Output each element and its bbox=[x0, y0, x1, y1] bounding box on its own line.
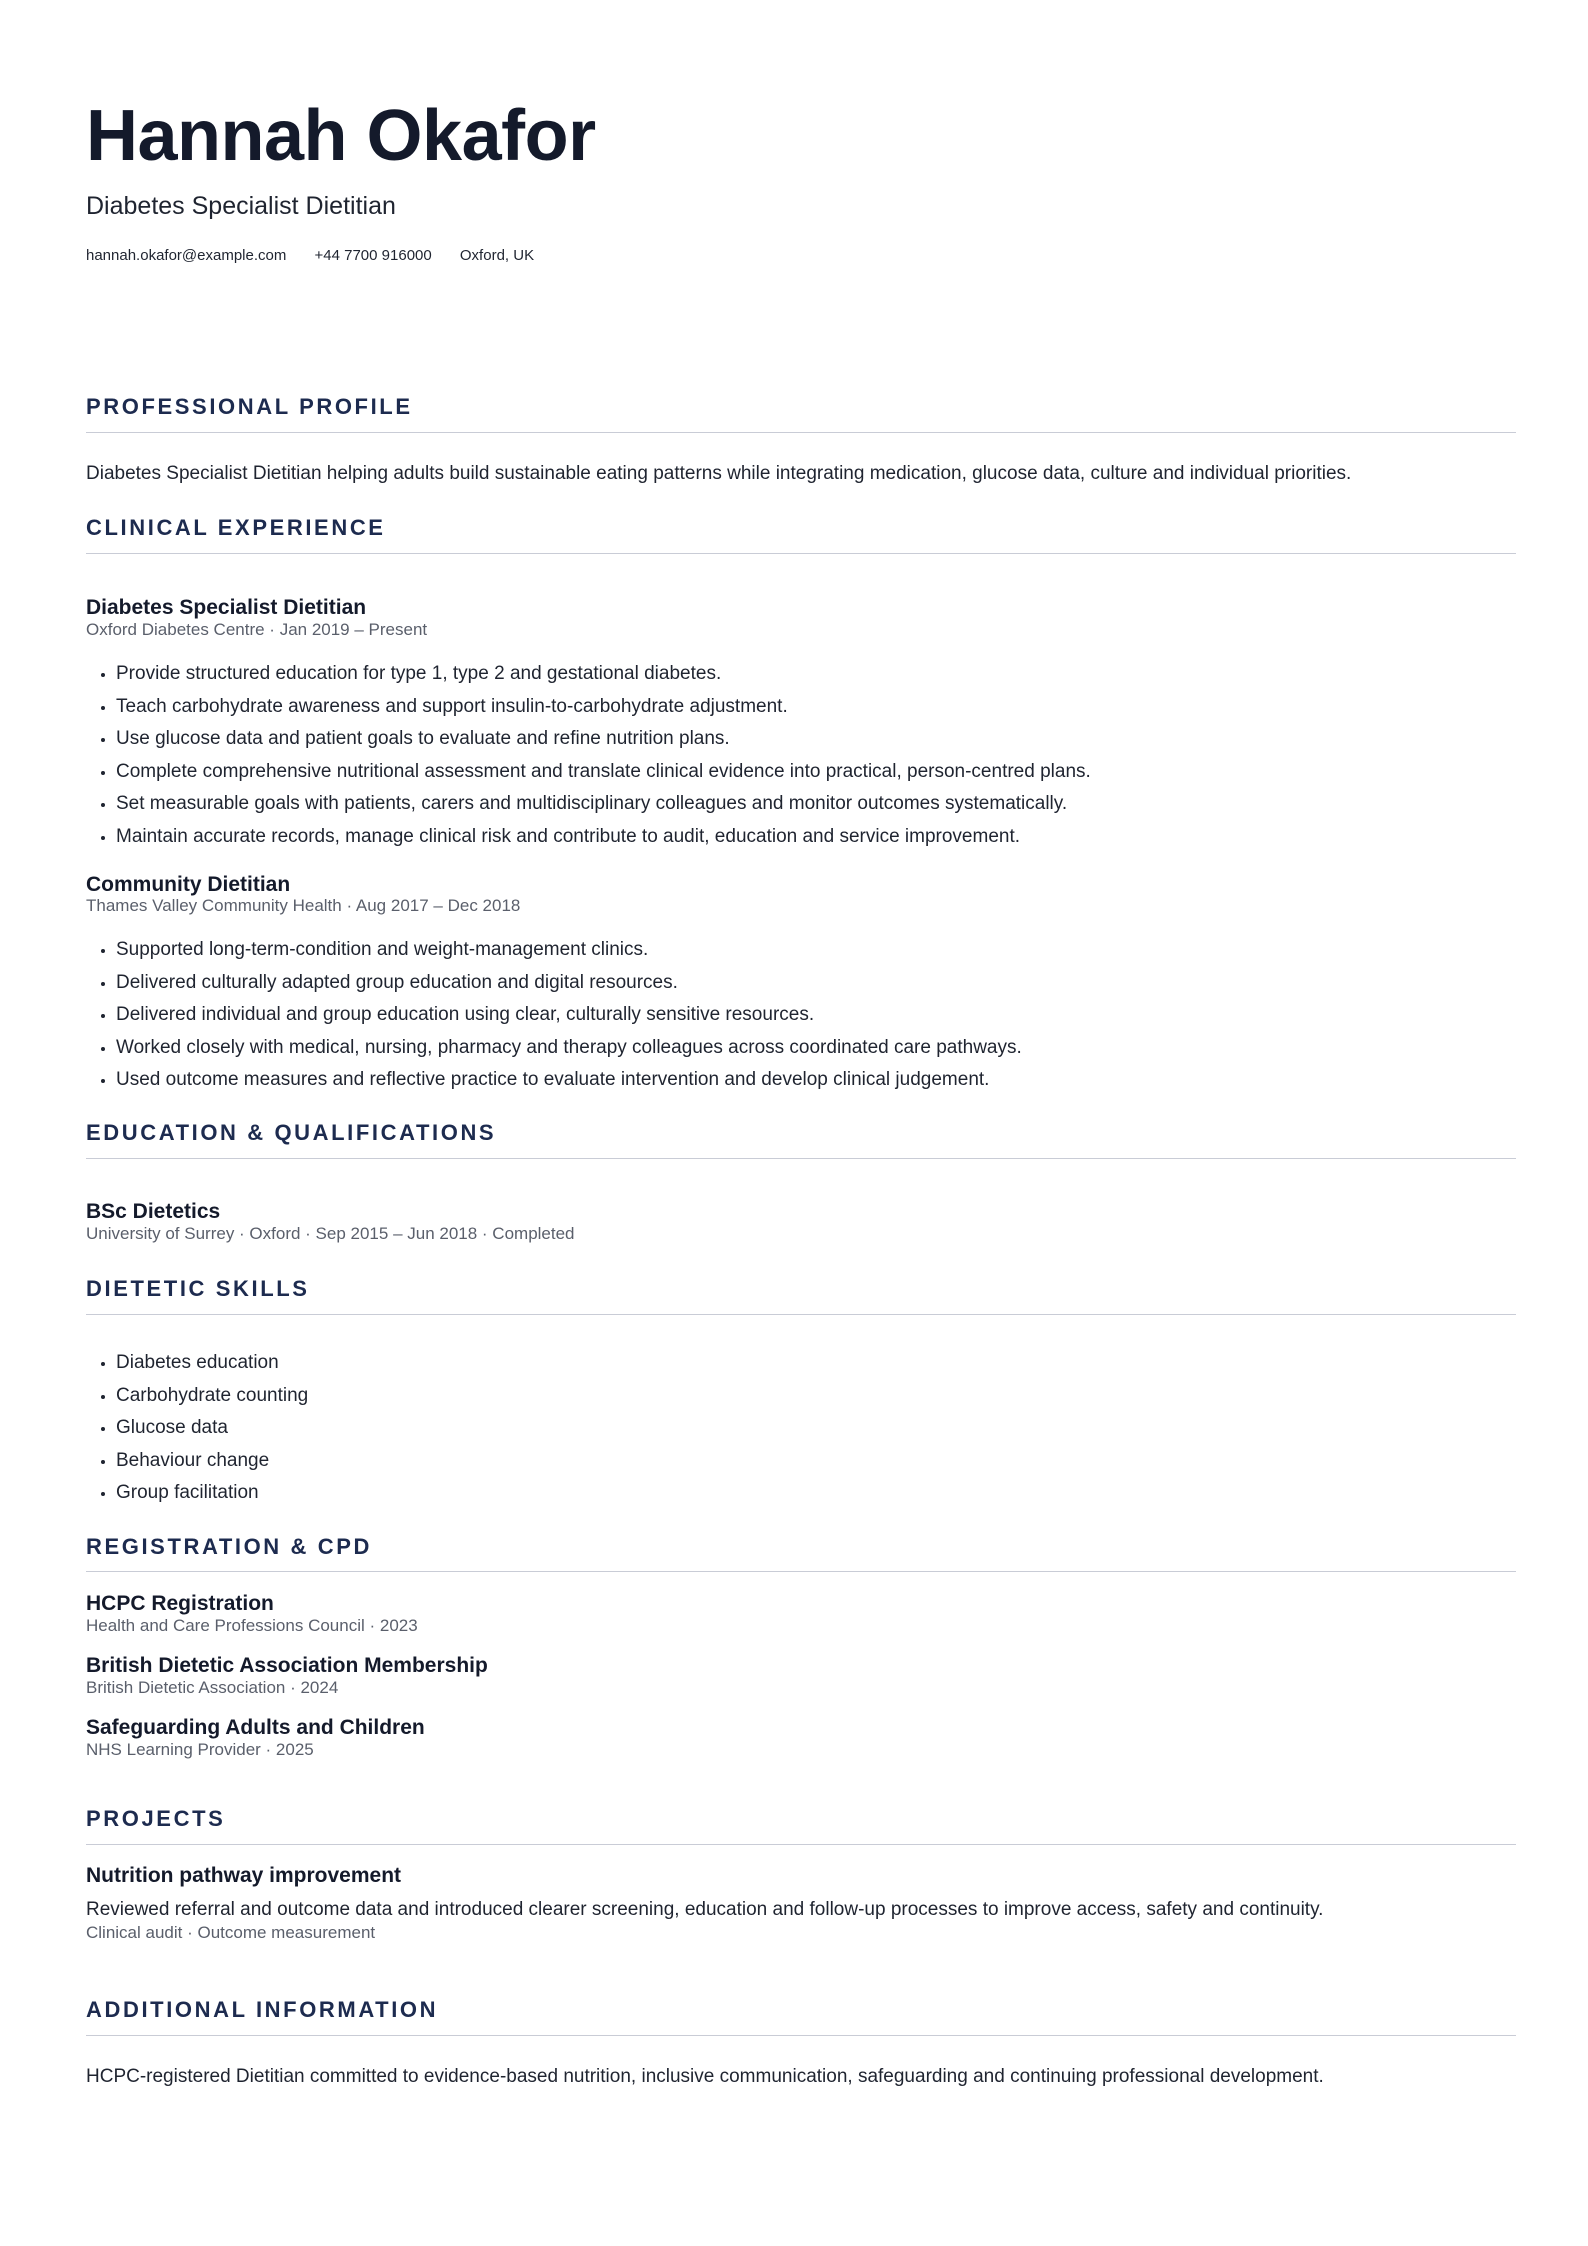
list-item: • Worked closely with medical, nursing, pharmacy and therapy colleagues across coordinated care pathways. bbox=[116, 1032, 1022, 1065]
skills-list bbox=[86, 1347, 308, 1510]
list-item: • Group facilitation bbox=[116, 1477, 308, 1510]
registration-meta: Health and Care Professions Council · 2023 bbox=[86, 1616, 418, 1635]
section-divider bbox=[86, 432, 1516, 433]
registration-title: British Dietetic Association Membership bbox=[86, 1654, 488, 1677]
project-title: Nutrition pathway improvement bbox=[86, 1864, 402, 1887]
contact-line bbox=[86, 246, 558, 266]
section-divider bbox=[86, 1571, 1516, 1572]
section-title-experience: CLINICAL EXPERIENCE bbox=[86, 515, 386, 540]
list-item: • Use glucose data and patient goals to evaluate and refine nutrition plans. bbox=[116, 723, 1091, 756]
candidate-role: Diabetes Specialist Dietitian bbox=[86, 192, 396, 220]
section-title-skills: DIETETIC SKILLS bbox=[86, 1276, 310, 1301]
project-description: Reviewed referral and outcome data and introduced clearer screening, education and follow-up processes to improve access, safety and continuity. bbox=[86, 1899, 1324, 1920]
job-bullets bbox=[86, 658, 1091, 853]
job-title: Community Dietitian bbox=[86, 873, 291, 896]
registration-title: HCPC Registration bbox=[86, 1592, 274, 1615]
registration-title: Safeguarding Adults and Children bbox=[86, 1716, 425, 1739]
list-item: • Set measurable goals with patients, carers and multidisciplinary colleagues and monitor outcomes systematically. bbox=[116, 788, 1091, 821]
section-title-additional: ADDITIONAL INFORMATION bbox=[86, 1997, 439, 2022]
list-item: • Carbohydrate counting bbox=[116, 1380, 308, 1413]
section-divider bbox=[86, 1844, 1516, 1845]
list-item: • Provide structured education for type 1, type 2 and gestational diabetes. bbox=[116, 658, 1091, 691]
section-divider bbox=[86, 553, 1516, 554]
section-divider bbox=[86, 1314, 1516, 1315]
list-item: • Diabetes education bbox=[116, 1347, 308, 1380]
section-title-projects: PROJECTS bbox=[86, 1806, 226, 1831]
job-title: Diabetes Specialist Dietitian bbox=[86, 596, 367, 619]
section-divider bbox=[86, 1158, 1516, 1159]
section-title-profile: PROFESSIONAL PROFILE bbox=[86, 394, 413, 419]
section-title-registration: REGISTRATION & CPD bbox=[86, 1534, 372, 1559]
degree-title: BSc Dietetics bbox=[86, 1200, 221, 1223]
section-title-education: EDUCATION & QUALIFICATIONS bbox=[86, 1120, 497, 1145]
registration-meta: British Dietetic Association · 2024 bbox=[86, 1678, 339, 1697]
candidate-name: Hannah Okafor bbox=[86, 96, 596, 176]
contact-phone[interactable]: +44 7700 916000 bbox=[314, 247, 432, 264]
profile-text: Diabetes Specialist Dietitian helping adults build sustainable eating patterns while integrating medication, glucose data, culture and individual priorities. bbox=[86, 463, 1352, 484]
list-item: • Used outcome measures and reflective practice to evaluate intervention and develop clinical judgement. bbox=[116, 1064, 1022, 1097]
list-item: • Teach carbohydrate awareness and support insulin-to-carbohydrate adjustment. bbox=[116, 691, 1091, 724]
job-bullets bbox=[86, 934, 1022, 1097]
project-tags: Clinical audit · Outcome measurement bbox=[86, 1923, 376, 1942]
job-meta: Oxford Diabetes Centre · Jan 2019 – Present bbox=[86, 620, 428, 639]
job-meta: Thames Valley Community Health · Aug 2017 – Dec 2018 bbox=[86, 896, 521, 915]
contact-email[interactable]: hannah.okafor@example.com bbox=[86, 247, 287, 264]
list-item: • Complete comprehensive nutritional assessment and translate clinical evidence into practical, person-centred plans. bbox=[116, 756, 1091, 789]
section-divider bbox=[86, 2035, 1516, 2036]
list-item: • Delivered culturally adapted group education and digital resources. bbox=[116, 967, 1022, 1000]
list-item: • Glucose data bbox=[116, 1412, 308, 1445]
list-item: • Supported long-term-condition and weight-management clinics. bbox=[116, 934, 1022, 967]
contact-location: Oxford, UK bbox=[459, 247, 535, 264]
additional-text: HCPC-registered Dietitian committed to evidence-based nutrition, inclusive communication, safeguarding and continuing professional development. bbox=[86, 2066, 1324, 2087]
list-item: • Delivered individual and group education using clear, culturally sensitive resources. bbox=[116, 999, 1022, 1032]
degree-meta: University of Surrey · Oxford · Sep 2015 – Jun 2018 · Completed bbox=[86, 1224, 575, 1243]
list-item: • Behaviour change bbox=[116, 1445, 308, 1478]
registration-meta: NHS Learning Provider · 2025 bbox=[86, 1740, 314, 1759]
list-item: • Maintain accurate records, manage clinical risk and contribute to audit, education and service improvement. bbox=[116, 821, 1091, 854]
